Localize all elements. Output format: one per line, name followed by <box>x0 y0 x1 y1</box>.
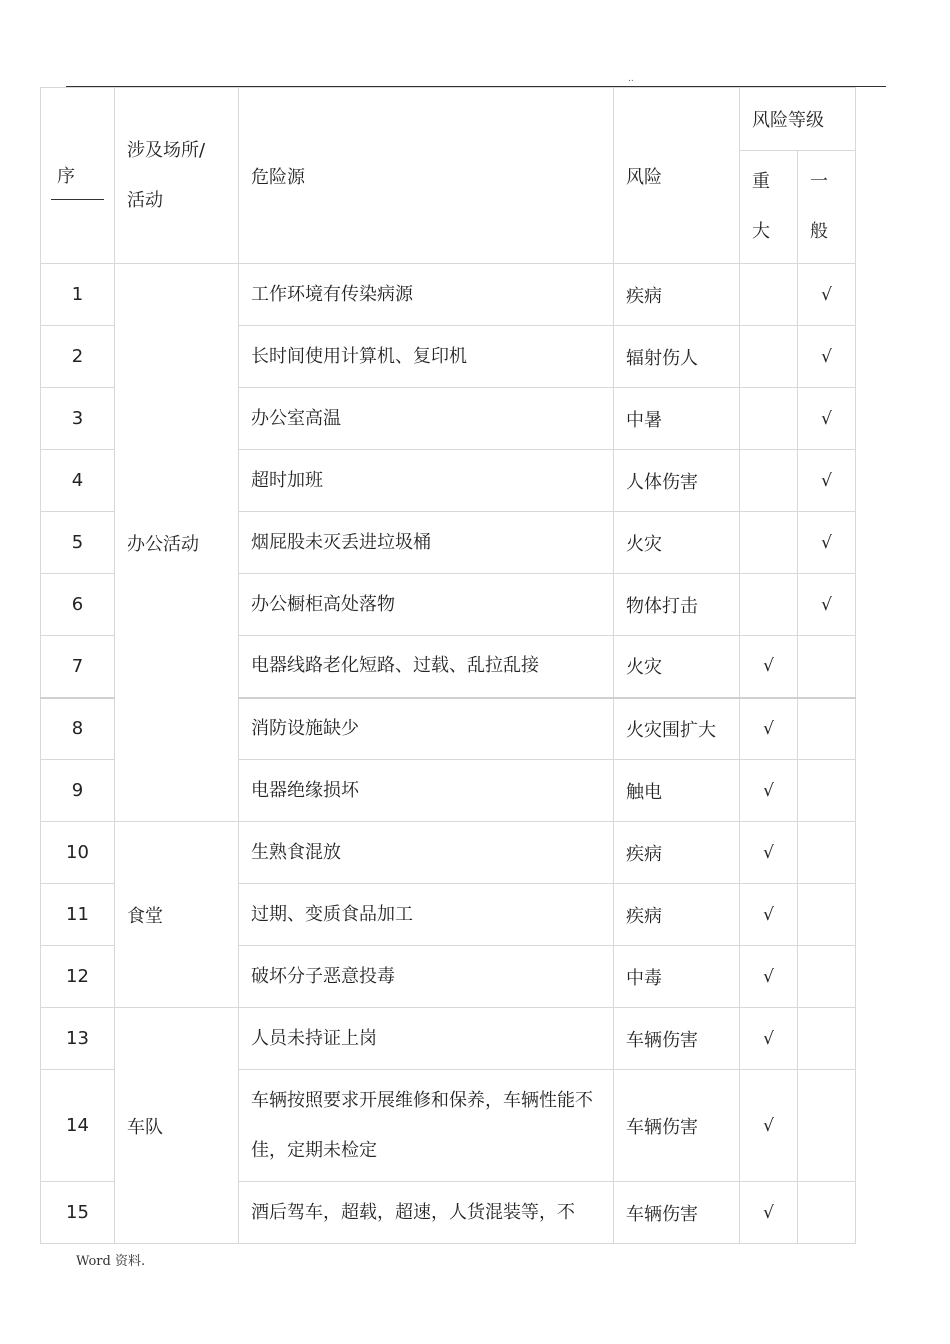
hazard-text: 破坏分子恶意投毒 <box>251 965 395 987</box>
table-row <box>41 822 856 884</box>
check-mark: √ <box>821 532 832 553</box>
general-check-cell <box>798 698 856 760</box>
check-mark: √ <box>763 904 774 925</box>
general-check-cell <box>798 326 856 388</box>
hazard-cell <box>239 1008 614 1070</box>
check-mark: √ <box>763 718 774 739</box>
row-number: 9 <box>41 760 115 822</box>
general-check-cell <box>798 574 856 636</box>
row-number: 1 <box>41 264 115 326</box>
major-check-cell <box>740 388 798 450</box>
header-risk: 风险 <box>614 88 740 264</box>
row-number: 15 <box>41 1182 115 1244</box>
check-mark: √ <box>821 470 832 491</box>
check-mark: √ <box>763 656 774 677</box>
general-check-cell <box>798 1008 856 1070</box>
risk-cell: 疾病 <box>614 822 740 884</box>
major-check-cell <box>740 264 798 326</box>
hazard-cell <box>239 946 614 1008</box>
risk-table <box>40 87 856 1244</box>
risk-cell: 火灾围扩大 <box>614 698 740 760</box>
risk-cell: 中暑 <box>614 388 740 450</box>
header-general <box>798 151 856 264</box>
hazard-cell <box>239 698 614 760</box>
hazard-text: 超时加班 <box>251 469 323 491</box>
row-number: 8 <box>41 698 115 760</box>
row-number: 5 <box>41 512 115 574</box>
risk-cell: 车辆伤害 <box>614 1008 740 1070</box>
check-mark: √ <box>821 346 832 367</box>
place-cell: 食堂 <box>115 822 239 1008</box>
hazard-cell <box>239 574 614 636</box>
major-check-cell <box>740 450 798 512</box>
row-number: 13 <box>41 1008 115 1070</box>
check-mark: √ <box>821 408 832 429</box>
header-general-label: 一般 <box>810 171 828 242</box>
row-number: 11 <box>41 884 115 946</box>
header-major <box>740 151 798 264</box>
major-check-cell <box>740 884 798 946</box>
hazard-cell <box>239 326 614 388</box>
major-check-cell <box>740 512 798 574</box>
risk-cell: 触电 <box>614 760 740 822</box>
general-check-cell <box>798 760 856 822</box>
major-check-cell <box>740 698 798 760</box>
hazard-text: 工作环境有传染病源 <box>251 283 413 305</box>
risk-cell: 疾病 <box>614 264 740 326</box>
header-place-label: 涉及场所/活动 <box>127 139 206 211</box>
row-number: 2 <box>41 326 115 388</box>
row-number: 4 <box>41 450 115 512</box>
general-check-cell <box>798 264 856 326</box>
hazard-text: 烟屁股未灭丢进垃圾桶 <box>251 531 431 553</box>
hazard-text: 长时间使用计算机、复印机 <box>251 345 467 367</box>
general-check-cell <box>798 388 856 450</box>
general-check-cell <box>798 822 856 884</box>
hazard-cell <box>239 1070 614 1182</box>
place-cell: 办公活动 <box>115 264 239 822</box>
risk-cell: 车辆伤害 <box>614 1070 740 1182</box>
header-hazard: 危险源 <box>239 88 614 264</box>
table-row <box>41 1008 856 1070</box>
hazard-cell <box>239 884 614 946</box>
risk-cell: 辐射伤人 <box>614 326 740 388</box>
hazard-cell <box>239 512 614 574</box>
hazard-text: 酒后驾车，超载，超速，人货混装等，不 <box>251 1201 575 1223</box>
hazard-cell <box>239 388 614 450</box>
general-check-cell <box>798 1182 856 1244</box>
risk-cell: 物体打击 <box>614 574 740 636</box>
major-check-cell <box>740 636 798 698</box>
header-no-underline <box>51 199 104 200</box>
hazard-cell <box>239 1182 614 1244</box>
footer-note: Word 资料. <box>76 1254 146 1269</box>
check-mark: √ <box>763 1115 774 1136</box>
check-mark: √ <box>763 1028 774 1049</box>
place-cell: 车队 <box>115 1008 239 1244</box>
header-no <box>41 88 115 264</box>
risk-cell: 火灾 <box>614 512 740 574</box>
row-number: 10 <box>41 822 115 884</box>
risk-cell: 车辆伤害 <box>614 1182 740 1244</box>
major-check-cell <box>740 946 798 1008</box>
check-mark: √ <box>821 284 832 305</box>
general-check-cell <box>798 512 856 574</box>
general-check-cell <box>798 884 856 946</box>
header-level: 风险等级 <box>740 88 856 151</box>
general-check-cell <box>798 1070 856 1182</box>
risk-cell: 火灾 <box>614 636 740 698</box>
row-number: 3 <box>41 388 115 450</box>
header-place <box>115 88 239 264</box>
header-mark: .. <box>628 74 634 84</box>
hazard-text: 电器绝缘损坏 <box>251 779 359 801</box>
hazard-cell <box>239 264 614 326</box>
risk-cell: 人体伤害 <box>614 450 740 512</box>
hazard-text: 生熟食混放 <box>251 841 341 863</box>
major-check-cell <box>740 1070 798 1182</box>
hazard-cell <box>239 636 614 698</box>
hazard-text: 办公橱柜高处落物 <box>251 593 395 615</box>
hazard-text: 消防设施缺少 <box>251 717 359 739</box>
risk-cell: 中毒 <box>614 946 740 1008</box>
general-check-cell <box>798 450 856 512</box>
hazard-cell <box>239 760 614 822</box>
check-mark: √ <box>821 594 832 615</box>
row-number: 7 <box>41 636 115 698</box>
major-check-cell <box>740 1008 798 1070</box>
table-row <box>41 264 856 326</box>
hazard-text: 电器线路老化短路、过载、乱拉乱接 <box>251 655 539 677</box>
check-mark: √ <box>763 842 774 863</box>
header-major-label: 重大 <box>752 171 770 242</box>
hazard-cell <box>239 450 614 512</box>
major-check-cell <box>740 822 798 884</box>
major-check-cell <box>740 326 798 388</box>
check-mark: √ <box>763 780 774 801</box>
general-check-cell <box>798 636 856 698</box>
row-number: 6 <box>41 574 115 636</box>
check-mark: √ <box>763 1202 774 1223</box>
risk-cell: 疾病 <box>614 884 740 946</box>
major-check-cell <box>740 574 798 636</box>
major-check-cell <box>740 760 798 822</box>
hazard-text: 办公室高温 <box>251 407 341 429</box>
check-mark: √ <box>763 966 774 987</box>
general-check-cell <box>798 946 856 1008</box>
hazard-text: 车辆按照要求开展维修和保养，车辆性能不佳，定期未检定 <box>251 1089 593 1161</box>
row-number: 14 <box>41 1070 115 1182</box>
header-no-label: 序 <box>57 166 75 187</box>
hazard-text: 人员未持证上岗 <box>251 1027 377 1049</box>
hazard-cell <box>239 822 614 884</box>
major-check-cell <box>740 1182 798 1244</box>
row-number: 12 <box>41 946 115 1008</box>
hazard-text: 过期、变质食品加工 <box>251 903 413 925</box>
